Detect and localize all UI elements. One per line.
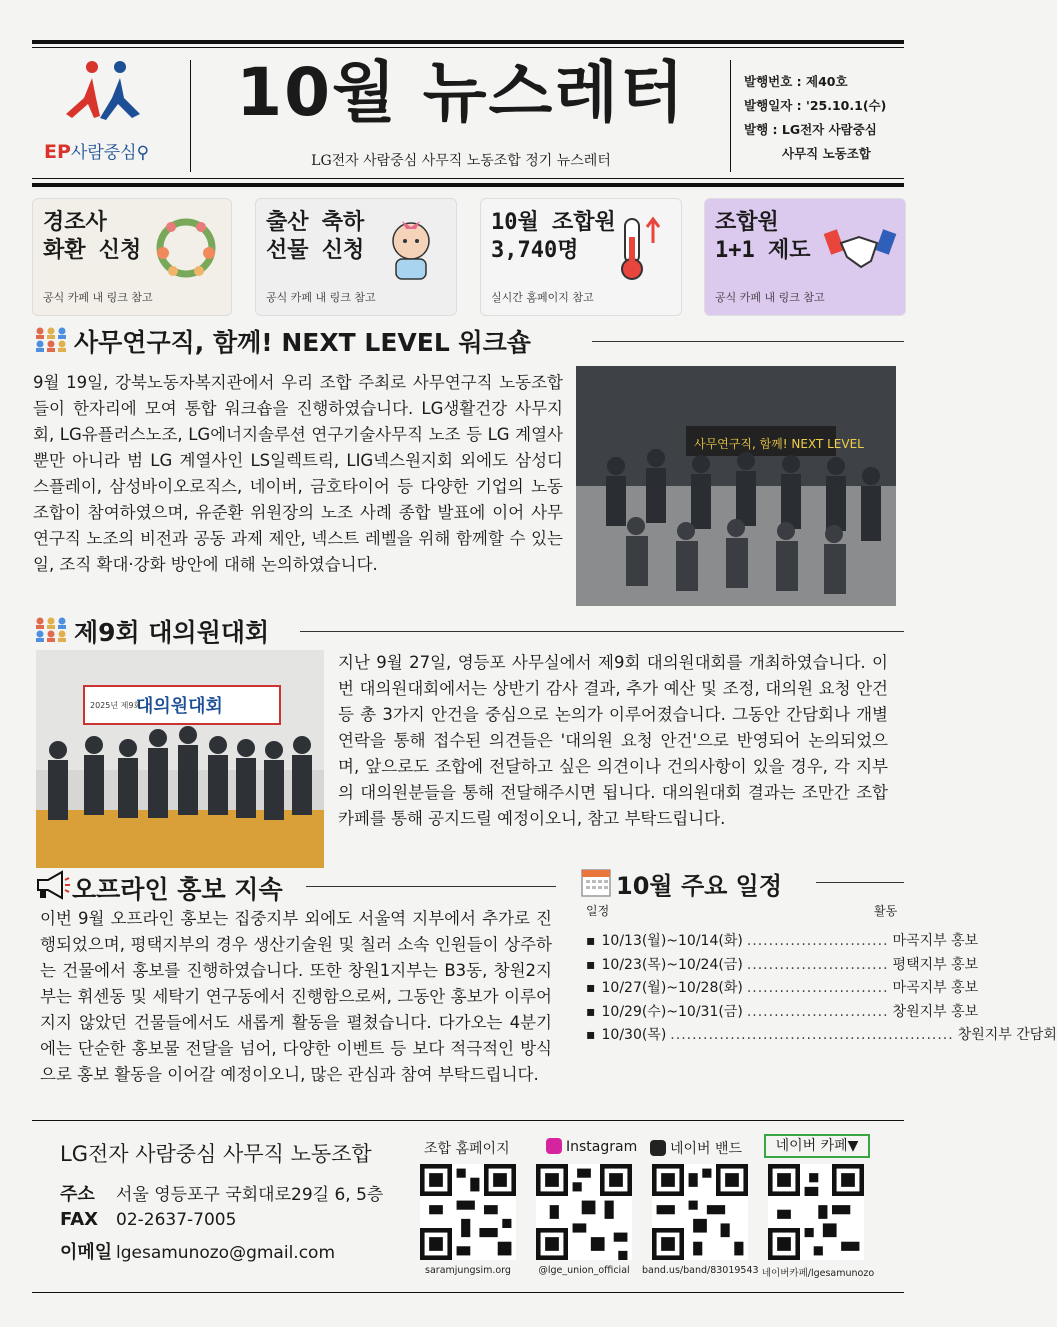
footer-org-name: LG전자 사람중심 사무직 노동조합 <box>60 1142 372 1166</box>
qr-code-instagram[interactable] <box>536 1164 632 1260</box>
delegates-banner-year: 2025년 제9회 <box>90 701 142 710</box>
qr-label-instagram: Instagram <box>546 1138 637 1155</box>
masthead-rule <box>32 178 904 179</box>
workshop-banner-text: 사무연구직, 함께! NEXT LEVEL <box>694 437 864 451</box>
publisher-line2: 사무직 노동조합 <box>782 146 871 161</box>
card-members[interactable]: 10월 조합원 3,740명 실시간 홈페이지 참고 <box>480 198 682 316</box>
instagram-icon <box>546 1138 562 1154</box>
qr-caption-instagram: @lge_union_official <box>538 1265 630 1276</box>
issue-info <box>744 70 886 166</box>
newsletter-title: 10월 뉴스레터 <box>236 54 686 131</box>
wreath-icon <box>151 213 221 283</box>
footer-address: 주소 서울 영등포구 국회대로29길 6, 5층 <box>60 1184 384 1205</box>
card-baby[interactable]: 출산 축하 선물 신청 공식 카페 내 링크 참고 <box>255 198 457 316</box>
schedule-col-date: 일정 <box>586 904 610 918</box>
footer-rule-bottom <box>32 1292 904 1293</box>
handshake-icon <box>825 213 895 283</box>
header-divider-right <box>730 60 731 172</box>
section-delegates-heading: 제9회 대의원대회 <box>74 618 270 647</box>
thermometer-icon <box>601 213 671 283</box>
schedule-col-activity: 활동 <box>874 904 898 918</box>
section-rule <box>306 886 556 887</box>
calendar-icon <box>580 866 612 898</box>
workshop-body: 9월 19일, 강북노동자복지관에서 우리 조합 주최로 사무연구직 노동조합들이 한자리에 모여 통합 워크숍을 진행하였습니다. LG생활건강 사무지회, LG유플러스노조, LG에너지솔루션 연구기술사무직 노조 등 LG 계열사 뿐만 아니라 범 LG 계열사인 LS일렉트릭, LIG넥스원지회 외에도 삼성디스플레이, 삼성바이오로직스, 네이버, 금호타이어 등 다양한 기업의 노동조합이 참여하였으며, 유준환 위원장의 노조 사례 종합 발표에 이어 사무연구직 노조의 비전과 공동 과제 제안, 넥스트 레벨을 위해 함께할 수 있는 일, 조직 확대·강화 방안에 대해 논의하였습니다. <box>33 373 563 574</box>
qr-caption-band: band.us/band/83019543 <box>642 1265 759 1276</box>
qr-code-band[interactable] <box>652 1164 748 1260</box>
megaphone-icon <box>34 870 70 900</box>
top-rule <box>32 40 904 44</box>
schedule-item: ▪ 10/27(월)~10/28(화) .......................... 마곡지부 홍보 <box>586 980 979 996</box>
schedule-list <box>586 930 1057 1048</box>
qr-caption-homepage: saramjungsim.org <box>425 1265 511 1276</box>
delegates-body: 지난 9월 27일, 영등포 사무실에서 제9회 대의원대회를 개최하였습니다. 이번 대의원대회에서는 상반기 감사 결과, 추가 예산 및 조정, 대의원 요청 안건 등 총 3가지 안건을 중심으로 논의가 이루어졌습니다. 그동안 간담회나 개별 연락을 통해 접수된 의견들은 '대의원 요청 안건'으로 반영되어 논의되었으며, 앞으로도 조합에 전달하고 싶은 의견이나 건의사항이 있을 경우, 각 지부의 대의원분들을 통해 전달해주시면 됩니다. 대의원대회 결과는 조만간 조합 카페를 통해 공지드릴 예정이오니, 참고 부탁드립니다. <box>338 653 888 828</box>
footer-email[interactable]: 이메일 lgesamunozo@gmail.com <box>60 1242 336 1263</box>
footer-rule-top <box>32 1120 904 1121</box>
promo-body: 이번 9월 오프라인 홍보는 집중지부 외에도 서울역 지부에서 추가로 진행되었으며, 평택지부의 경우 생산기술원 및 칠러 소속 인원들이 상주하는 건물에서 홍보를 진행하였습니다. 또한 창원1지부는 B3동, 창원2지부는 휘센동 및 세탁기 연구동에서 진행함으로써, 그동안 홍보가 이루어지지 않았던 건물들에서도 새롭게 활동을 펼쳤습니다. 다가오는 4분기에는 단순한 홍보물 전달을 넘어, 다양한 이벤트 등 보다 적극적인 방식으로 홍보 활동을 이어갈 예정이오니, 많은 관심과 참여 부탁드립니다. <box>40 909 552 1084</box>
section-rule <box>592 341 904 342</box>
section-promo-heading: 오프라인 홍보 지속 <box>72 875 283 904</box>
qr-caption-naver-cafe: 네이버카페/lgesamunozo <box>761 1268 875 1279</box>
qr-label-band: 네이버 밴드 <box>650 1138 742 1158</box>
qr-code-homepage[interactable] <box>420 1164 516 1260</box>
issue-number: 발행번호 : 제40호 <box>744 74 848 89</box>
delegates-photo <box>36 650 324 868</box>
issue-date: 발행일자 : '25.10.1(수) <box>744 98 887 113</box>
card-plus-one[interactable]: 조합원 1+1 제도 공식 카페 내 링크 참고 <box>704 198 906 316</box>
workshop-photo <box>576 366 896 606</box>
section-workshop-heading: 사무연구직, 함께! NEXT LEVEL 워크숍 <box>74 328 531 357</box>
baby-icon <box>376 213 446 283</box>
people-group-icon <box>34 616 68 644</box>
delegates-banner-text: 대의원대회 <box>136 696 223 717</box>
footer-fax: FAX 02-2637-7005 <box>60 1209 237 1230</box>
schedule-item: ▪ 10/23(목)~10/24(금) .......................... 평택지부 홍보 <box>586 956 979 973</box>
section-rule <box>300 631 904 632</box>
publisher: 발행 : LG전자 사람중심 <box>744 122 877 137</box>
people-logo-icon <box>40 58 150 128</box>
qr-label-homepage: 조합 홈페이지 <box>424 1141 510 1157</box>
schedule-item: ▪ 10/29(수)~10/31(금) .......................... 창원지부 홍보 <box>586 1003 979 1020</box>
schedule-heading: 10월 주요 일정 <box>616 872 783 900</box>
union-logo <box>40 58 180 173</box>
schedule-item: ▪ 10/13(월)~10/14(화) .......................... 마곡지부 홍보 <box>586 933 979 949</box>
band-icon <box>650 1140 666 1156</box>
section-rule <box>816 882 904 883</box>
card-wreath[interactable]: 경조사 화환 신청 공식 카페 내 링크 참고 <box>32 198 232 316</box>
newsletter-subtitle: LG전자 사람중심 사무직 노동조합 정기 뉴스레터 <box>311 153 611 169</box>
top-rule-thin <box>32 47 904 48</box>
logo-text: EP사람중심⚲ <box>44 141 150 163</box>
qr-code-naver-cafe[interactable] <box>768 1164 864 1260</box>
header-divider-left <box>190 60 191 172</box>
schedule-item: ▪ 10/30(목) .................................................... 창원지부 간담회 <box>586 1027 1057 1043</box>
naver-cafe-button[interactable]: 네이버 카페▼ <box>764 1134 870 1158</box>
masthead-rule-thick <box>32 183 904 187</box>
people-group-icon <box>34 326 68 354</box>
